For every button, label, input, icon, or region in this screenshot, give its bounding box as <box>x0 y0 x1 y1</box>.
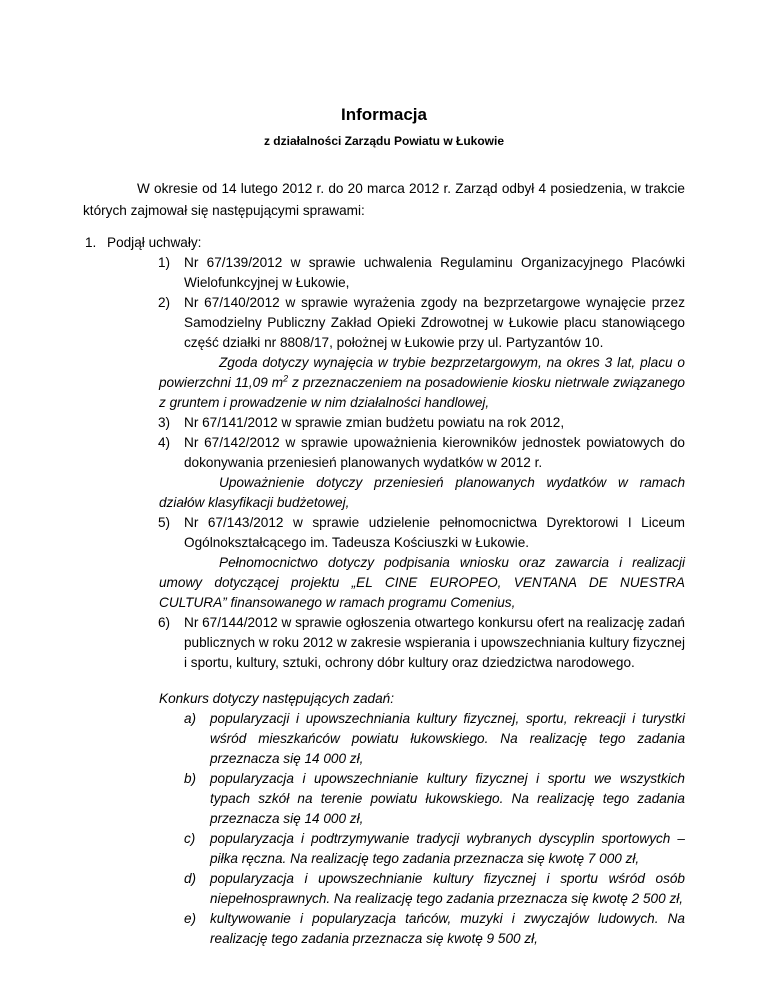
item-number: 3) <box>158 415 171 430</box>
item-text: Nr 67/144/2012 w sprawie ogłoszenia otwartego konkursu ofert na realizację zadań publicznych w roku 2012 w zakresie wspierania i upowszechniania kultury fizycznej i sportu, kultury, sztuki, ochrony dóbr kultury oraz dziedzictwa narodowego. <box>184 615 685 670</box>
item-description: Pełnomocnictwo dotyczy podpisania wniosku oraz zawarcia i realizacji umowy dotyczącej projektu „EL CINE EUROPEO, VENTANA DE NUESTRA CULTURA” finansowanego w ramach programu Comenius, <box>159 555 685 610</box>
contest-item <box>184 909 685 949</box>
description-text: z przeznaczeniem na posadowienie kiosku nietrwale związanego z gruntem i prowadzenie w nim działalności handlowej, <box>159 375 685 410</box>
contest-text: popularyzacja i upowszechnianie kultury fizycznej i sportu we wszystkich typach szkół na terenie powiatu łukowskiego. Na realizację tego zadania przeznacza się 14 000 zł, <box>210 771 685 826</box>
list-item <box>158 413 685 433</box>
list-item <box>158 433 685 473</box>
list-item <box>158 613 685 673</box>
resolutions-list <box>158 253 685 949</box>
contest-heading: Konkurs dotyczy następujących zadań: <box>159 691 395 706</box>
item-description: Upoważnienie dotyczy przeniesień planowanych wydatków w ramach działów klasyfikacji budżetowej, <box>159 475 685 510</box>
item-text: Nr 67/142/2012 w sprawie upoważnienia kierowników jednostek powiatowych do dokonywania przeniesień planowanych wydatków w 2012 r. <box>184 435 685 470</box>
section-label: Podjął uchwały: <box>107 235 202 250</box>
superscript: 2 <box>283 373 289 384</box>
contest-letter: e) <box>184 911 197 926</box>
contest-text: popularyzacji i upowszechniania kultury fizycznej, sportu, rekreacji i turystki wśród mieszkańców powiatu łukowskiego. Na realizację tego zadania przeznacza się 14 000 zł, <box>210 711 685 766</box>
contest-text: popularyzacja i upowszechnianie kultury fizycznej i sportu wśród osób niepełnosprawnych. Na realizację tego zadania przeznacza się kwotę 2 500 zł, <box>210 871 685 906</box>
description-text: Zgoda dotyczy wynajęcia w trybie bezprzetargowym, na okres 3 lat, placu o powierzchni 11,09 m <box>159 355 685 390</box>
contest-letter: a) <box>184 711 197 726</box>
list-item <box>158 293 685 353</box>
document-subtitle: z działalności Zarządu Powiatu w Łukowie <box>263 134 505 148</box>
item-number: 5) <box>158 515 171 530</box>
item-number: 2) <box>158 295 171 310</box>
section-heading <box>85 233 202 253</box>
item-number: 1) <box>158 255 171 270</box>
contest-item <box>184 829 685 869</box>
section-number: 1. <box>85 235 97 250</box>
contest-item <box>184 769 685 829</box>
list-item <box>158 513 685 553</box>
contest-letter: b) <box>184 771 197 786</box>
contest-letter: c) <box>184 831 196 846</box>
item-text: Nr 67/141/2012 w sprawie zmian budżetu powiatu na rok 2012, <box>184 415 565 430</box>
contest-text: kultywowanie i popularyzacja tańców, muzyki i zwyczajów ludowych. Na realizację tego zadania przeznacza się kwotę 9 500 zł, <box>210 911 685 946</box>
contest-item <box>184 869 685 909</box>
item-text: Nr 67/139/2012 w sprawie uchwalenia Regulaminu Organizacyjnego Placówki Wielofunkcyjnej w Łukowie, <box>184 255 685 290</box>
item-text: Nr 67/140/2012 w sprawie wyrażenia zgody na bezprzetargowe wynajęcie przez Samodzielny Publiczny Zakład Opieki Zdrowotnej w Łukowie placu stanowiącego część działki nr 8808/17, położnej w Łukowie przy ul. Partyzantów 10. <box>184 295 685 350</box>
contest-text: popularyzacja i podtrzymywanie tradycji wybranych dyscyplin sportowych – piłka ręczna. Na realizację tego zadania przeznacza się kwotę 7 000 zł, <box>210 831 685 866</box>
contest-letter: d) <box>184 871 197 886</box>
document-title: Informacja <box>341 105 427 124</box>
item-text: Nr 67/143/2012 w sprawie udzielenie pełnomocnictwa Dyrektorowi I Liceum Ogólnokształcącego im. Tadeusza Kościuszki w Łukowie. <box>184 515 685 550</box>
contest-item <box>184 709 685 769</box>
item-number: 4) <box>158 435 171 450</box>
intro-paragraph: W okresie od 14 lutego 2012 r. do 20 marca 2012 r. Zarząd odbył 4 posiedzenia, w trakcie których zajmował się następującymi sprawami: <box>83 181 685 218</box>
item-number: 6) <box>158 615 171 630</box>
item-description <box>159 353 685 413</box>
list-item <box>158 253 685 293</box>
